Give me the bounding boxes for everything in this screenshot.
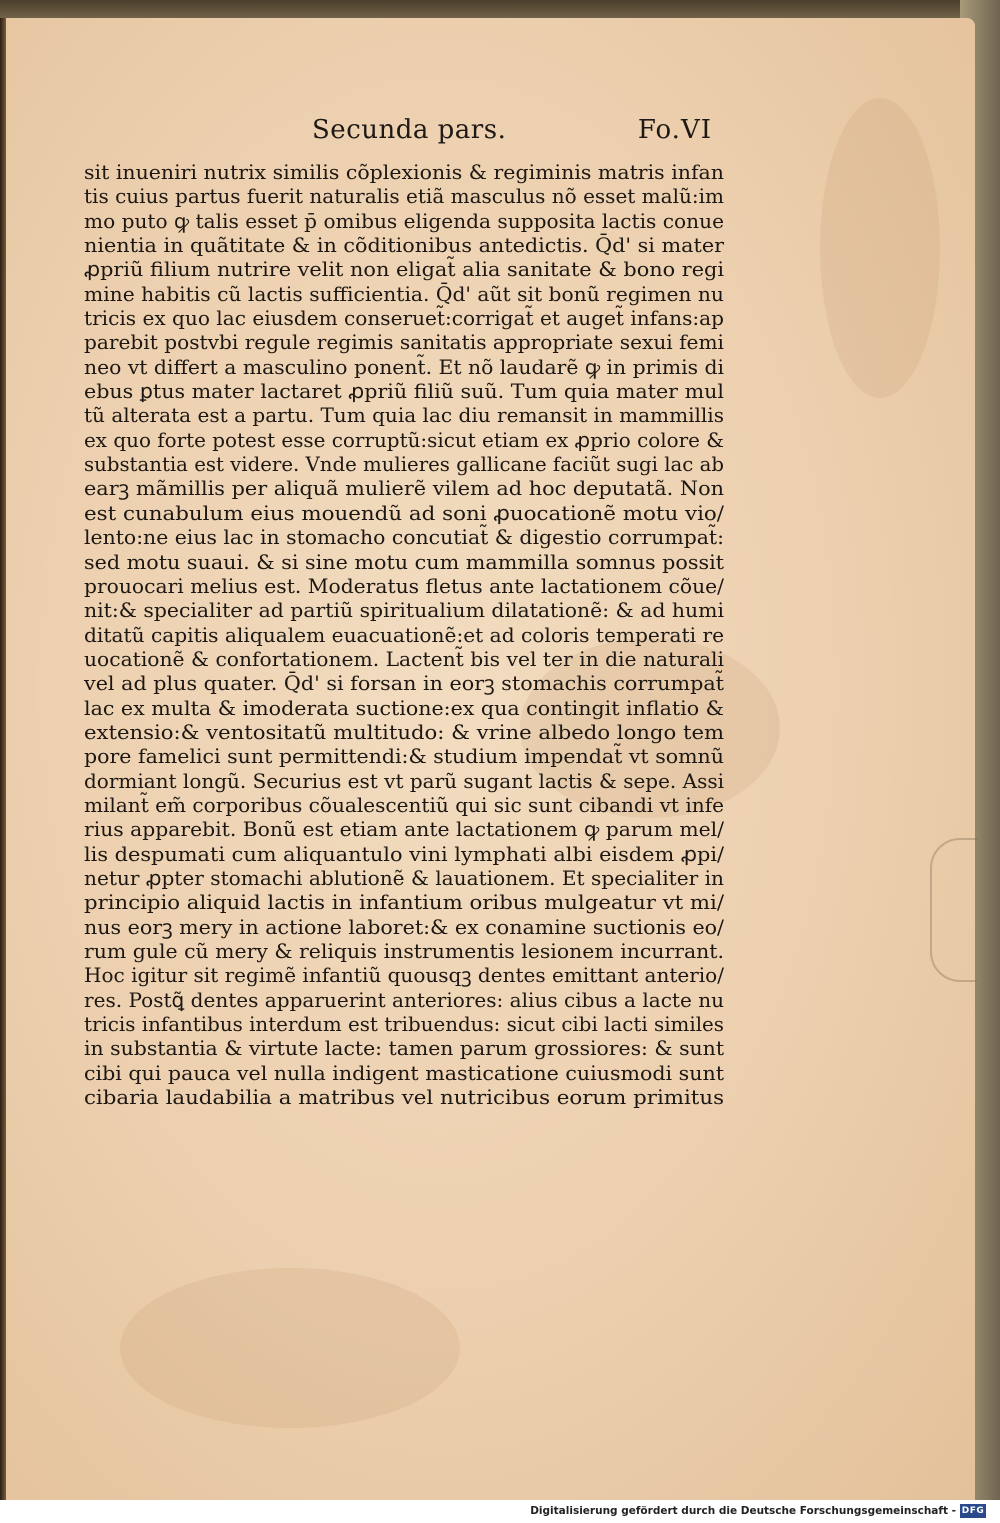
text-line: tis cuius partus fuerit naturalis etiã masculus nõ esset malũ:im xyxy=(84,184,724,209)
text-line: ebus ꝑtus mater lactaret ꝓpriũ filiũ suũ. Tum quia mater mul xyxy=(84,379,725,404)
text-line: nientia in quãtitate & in cõditionibus antedictis. Q̄d' si mater xyxy=(84,233,725,258)
text-line: rum gule cũ mery & reliquis instrumentis lesionem incurrant. xyxy=(84,939,724,963)
text-line: cibi qui pauca vel nulla indigent masticatione cuiusmodi sunt xyxy=(84,1060,724,1085)
text-line: extensio:& ventositatũ multitudo: & vrine albedo longo tem xyxy=(84,719,725,744)
text-line: sed motu suaui. & si sine motu cum mammilla somnus possit xyxy=(84,549,724,574)
text-line: rius apparebit. Bonũ est etiam ante lactationem ꝙ parum mel/ xyxy=(84,817,724,842)
text-line: principio aliquid lactis in infantium oribus mulgeatur vt mi/ xyxy=(84,890,725,915)
text-line: mo puto ꝙ talis esset p̄ omibus eligenda supposita lactis conue xyxy=(84,208,725,233)
digitization-footer xyxy=(0,1500,1000,1523)
text-line: milant̃ em̃ corporibus cõualescentiũ qui sic sunt cibandi vt infe xyxy=(84,792,724,817)
text-line: prouocari melius est. Moderatus fletus ante lactationem cõue/ xyxy=(84,573,724,598)
text-line: est cunabulum eius mouendũ ad soni ꝓuocationẽ motu vio/ xyxy=(84,500,724,525)
text-line: in substantia & virtute lacte: tamen parum grossiores: & sunt xyxy=(84,1036,725,1061)
text-line: dormiant longũ. Securius est vt parũ sugant lactis & sepe. Assi xyxy=(84,768,724,793)
text-line: tricis infantibus interdum est tribuendus: sicut cibi lacti similes xyxy=(84,1012,724,1037)
text-line: Hoc igitur sit regimẽ infantiũ quousqꝫ dentes emittant anterio/ xyxy=(84,963,724,988)
text-line: nus eorꝫ mery in actione laboret:& ex conamine suctionis eo/ xyxy=(84,914,724,939)
paper-stain xyxy=(820,98,940,398)
text-line: cibaria laudabilia a matribus vel nutricibus eorum primitus xyxy=(84,1085,725,1110)
binding-edge xyxy=(0,18,6,1500)
text-line: lac ex multa & imoderata suctione:ex qua contingit inflatio & xyxy=(84,695,725,720)
running-head: Secunda pars. xyxy=(312,115,507,145)
text-line: neo vt differt a masculino ponent̃. Et nõ laudarẽ ꝙ in primis di xyxy=(84,354,725,379)
text-line: lento:ne eius lac in stomacho concutiat̃ & digestio corrumpat̃: xyxy=(84,525,724,550)
text-line: tũ alterata est a partu. Tum quia lac diu remansit in mammillis xyxy=(84,403,724,428)
text-line: substantia est videre. Vnde mulieres gallicane faciũt sugi lac ab xyxy=(84,452,724,477)
text-line: pore famelici sunt permittendi:& studium impendat̃ vt somnũ xyxy=(84,744,724,769)
text-line: sit inueniri nutrix similis cõplexionis & regiminis matris infan xyxy=(84,160,724,184)
text-line: uocationẽ & confortationem. Lactent̃ bis vel ter in die naturali xyxy=(84,646,725,671)
folio-number: Fo.VI xyxy=(637,115,712,145)
funding-credit: Digitalisierung gefördert durch die Deutsche Forschungsgemeinschaft - xyxy=(530,1505,956,1517)
text-line: nit:& specialiter ad partiũ spiritualium dilatationẽ: & ad humi xyxy=(84,598,725,623)
text-line: lis despumati cum aliquantulo vini lymphati albi eisdem ꝓpi/ xyxy=(84,841,725,866)
body-text xyxy=(84,160,724,1109)
text-line: earꝫ mãmillis per aliquã mulierẽ vilem ad hoc deputatã. Non xyxy=(84,476,725,501)
text-line: ditatũ capitis aliqualem euacuationẽ:et ad coloris temperati re xyxy=(84,622,725,647)
text-line: mine habitis cũ lactis sufficientia. Q̄d' aũt sit bonũ regimen nu xyxy=(84,281,724,306)
text-line: tricis ex quo lac eiusdem conseruet̃:corrigat̃ et auget̃ infans:ap xyxy=(84,306,724,331)
paper-stain xyxy=(120,1268,460,1428)
text-line: vel ad plus quater. Q̄d' si forsan in eorꝫ stomachis corrumpat̃ xyxy=(84,671,724,696)
clip-shadow xyxy=(930,838,977,982)
text-line: ex quo forte potest esse corruptũ:sicut etiam ex ꝓprio colore & xyxy=(84,427,724,452)
page-header xyxy=(312,115,712,151)
text-line: netur ꝓpter stomachi ablutionẽ & lauationem. Et specialiter in xyxy=(84,865,725,890)
dfg-logo: DFG xyxy=(961,1506,985,1516)
text-line: parebit postvbi regule regimis sanitatis appropriate sexui femi xyxy=(84,330,724,355)
text-line: ꝓpriũ filium nutrire velit non eligat̃ alia sanitate & bono regi xyxy=(84,257,725,282)
text-line: res. Postꝗ̃ dentes apparuerint anteriores: alius cibus a lacte nu xyxy=(84,987,725,1012)
